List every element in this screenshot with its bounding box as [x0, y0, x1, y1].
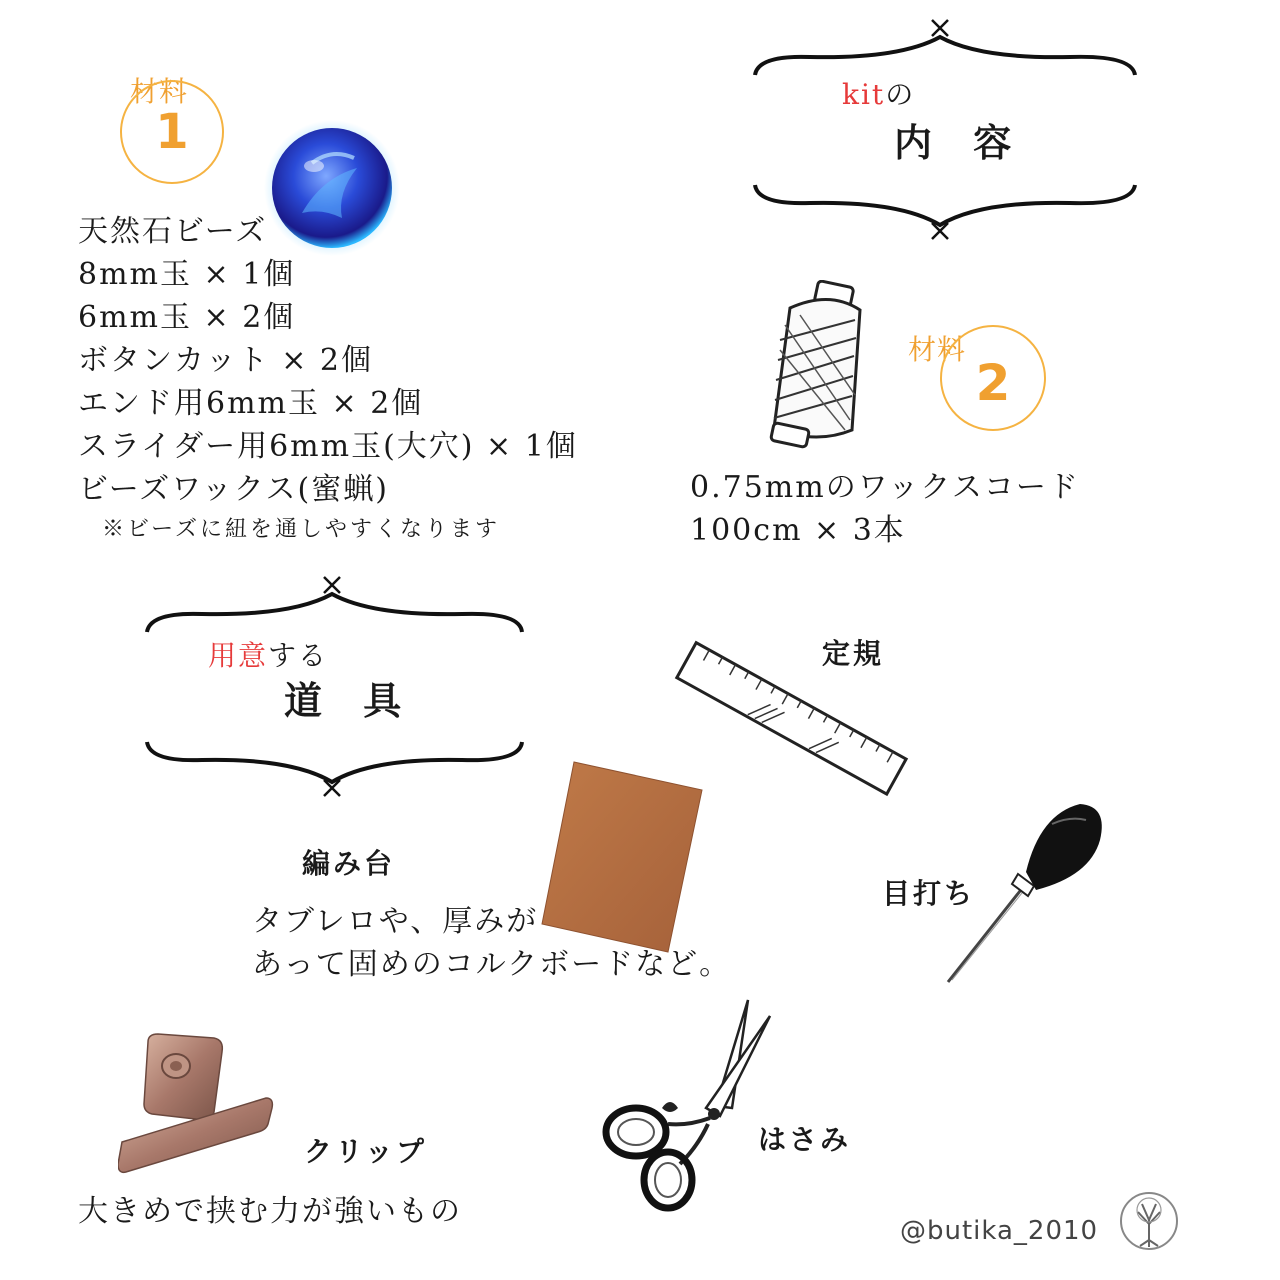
material2-list	[690, 466, 1080, 552]
board-desc-line: あって固めのコルクボードなど。	[252, 947, 732, 982]
material2-number-badge: 2	[940, 325, 1046, 431]
author-handle: @butika_2010	[900, 1216, 1099, 1246]
material1-line: 8mm玉 × 1個	[78, 257, 296, 292]
ruler-label: 定規	[822, 637, 885, 670]
material1-line: エンド用6mm玉 × 2個	[78, 386, 424, 421]
board-description	[252, 900, 731, 986]
beeswax-note: ※ビーズに紐を通しやすくなります	[102, 517, 501, 542]
scissors-label: はさみ	[758, 1123, 852, 1156]
material1-line: 天然石ビーズ	[78, 214, 268, 249]
material1-list	[78, 210, 578, 511]
binder-clip-icon	[118, 1032, 278, 1182]
board-desc-line: タブレロや、厚みが	[252, 904, 539, 939]
clip-label: クリップ	[304, 1135, 427, 1168]
material1-line: ビーズワックス(蜜蝋)	[78, 472, 389, 507]
material1-line: ボタンカット × 2個	[78, 343, 373, 378]
kit-subtitle	[842, 73, 915, 113]
kit-subtitle-suffix: の	[885, 78, 916, 111]
kit-subtitle-prefix: kit	[842, 78, 886, 111]
awl-label: 目打ち	[882, 877, 976, 910]
tools-subtitle	[208, 634, 328, 674]
tools-title: 道 具	[284, 678, 416, 723]
tools-subtitle-prefix: 用意	[208, 639, 269, 672]
material2-label: 材料	[908, 333, 967, 366]
material1-label: 材料	[130, 75, 189, 108]
board-label: 編み台	[302, 847, 396, 880]
scissors-icon	[598, 996, 774, 1216]
awl-icon	[940, 794, 1110, 988]
clip-description: 大きめで挟む力が強いもの	[78, 1194, 462, 1229]
material1-line: 6mm玉 × 2個	[78, 300, 296, 335]
tools-subtitle-suffix: する	[268, 639, 329, 672]
material1-line: スライダー用6mm玉(大穴) × 1個	[78, 429, 578, 464]
material1-number-badge: 1	[120, 80, 224, 184]
kit-title: 内 容	[894, 120, 1026, 165]
material2-line: 100cm × 3本	[690, 513, 906, 548]
material2-line: 0.75mmのワックスコード	[690, 470, 1080, 505]
thread-spool-icon	[760, 280, 870, 450]
tree-of-life-icon	[1118, 1190, 1180, 1252]
